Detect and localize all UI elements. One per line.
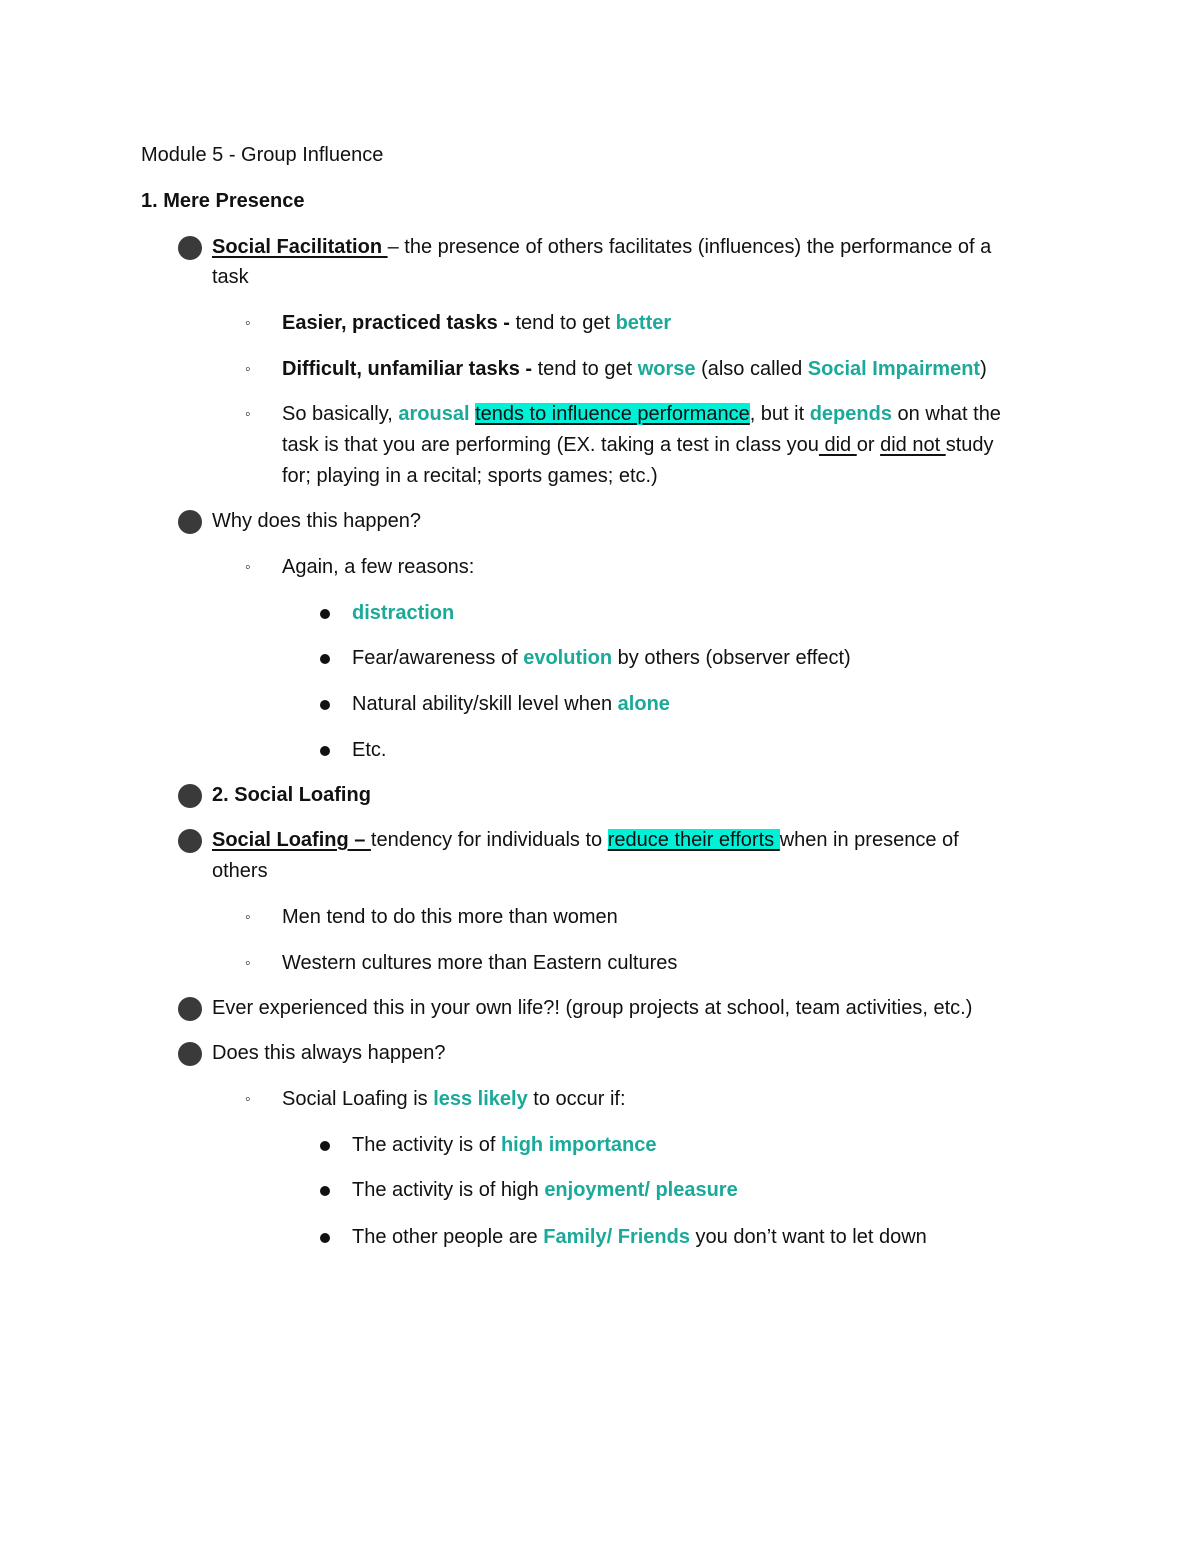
bullet-icon [320,746,330,756]
condition-item: The activity is of high importance [352,1134,657,1156]
reasons-intro: Again, a few reasons: [282,556,475,578]
reason-item: distraction [352,602,455,624]
men-item: Men tend to do this more than women [282,906,618,928]
bullet-icon [320,1141,330,1151]
less-likely-item: Social Loafing is less likely to occur if: [282,1088,626,1110]
sub-bullet-icon: ◦ [245,909,251,926]
bullet-icon [178,1042,202,1066]
bullet-icon [178,236,202,260]
condition-item: The activity is of high enjoyment/ pleasure [352,1179,738,1201]
sub-bullet-icon: ◦ [245,361,251,378]
reason-item: Fear/awareness of evolution by others (observer effect) [352,647,851,669]
difficult-tasks-item: Difficult, unfamiliar tasks - tend to get worse (also called Social Impairment) [282,358,987,380]
condition-item: The other people are Family/ Friends you don’t want to let down [352,1226,927,1248]
loafing-definition: Social Loafing – tendency for individuals to reduce their efforts when in presence of [212,829,959,851]
sub-bullet-icon: ◦ [245,315,251,332]
sub-bullet-icon: ◦ [245,1091,251,1108]
experienced-question: Ever experienced this in your own life?! (group projects at school, team activities, etc.) [212,997,973,1019]
bullet-icon [178,829,202,853]
bullet-icon [178,784,202,808]
reason-item: Natural ability/skill level when alone [352,693,670,715]
bullet-icon [320,609,330,619]
facilitation-definition: Social Facilitation – the presence of others facilitates (influences) the performance of a [212,236,992,258]
why-question: Why does this happen? [212,510,422,532]
basically-item-cont: task is that you are performing (EX. taking a test in class you did or did not study [282,434,994,456]
section-heading-social-loafing: 2. Social Loafing [212,784,371,806]
bullet-icon [178,510,202,534]
facilitation-term: Social Facilitation [212,236,388,258]
facilitation-definition-cont: task [212,266,249,288]
reason-item: Etc. [352,739,387,761]
loafing-term: Social Loafing – [212,829,371,851]
sub-bullet-icon: ◦ [245,406,251,423]
easier-tasks-item: Easier, practiced tasks - tend to get better [282,312,672,334]
sub-bullet-icon: ◦ [245,955,251,972]
bullet-icon [178,997,202,1021]
section-heading-mere-presence: 1. Mere Presence [141,190,305,212]
western-item: Western cultures more than Eastern cultures [282,952,678,974]
bullet-icon [320,1233,330,1243]
highlighted-phrase: reduce their efforts [607,829,780,851]
basically-item: So basically, arousal tends to influence performance, but it depends on what the [282,403,1001,425]
bullet-icon [320,1186,330,1196]
basically-item-cont2: for; playing in a recital; sports games; etc.) [282,465,658,487]
loafing-definition-cont: others [212,860,268,882]
highlighted-phrase: tends to influence performance [475,403,750,425]
bullet-icon [320,700,330,710]
always-question: Does this always happen? [212,1042,446,1064]
page-title: Module 5 - Group Influence [141,144,384,166]
sub-bullet-icon: ◦ [245,559,251,576]
bullet-icon [320,654,330,664]
